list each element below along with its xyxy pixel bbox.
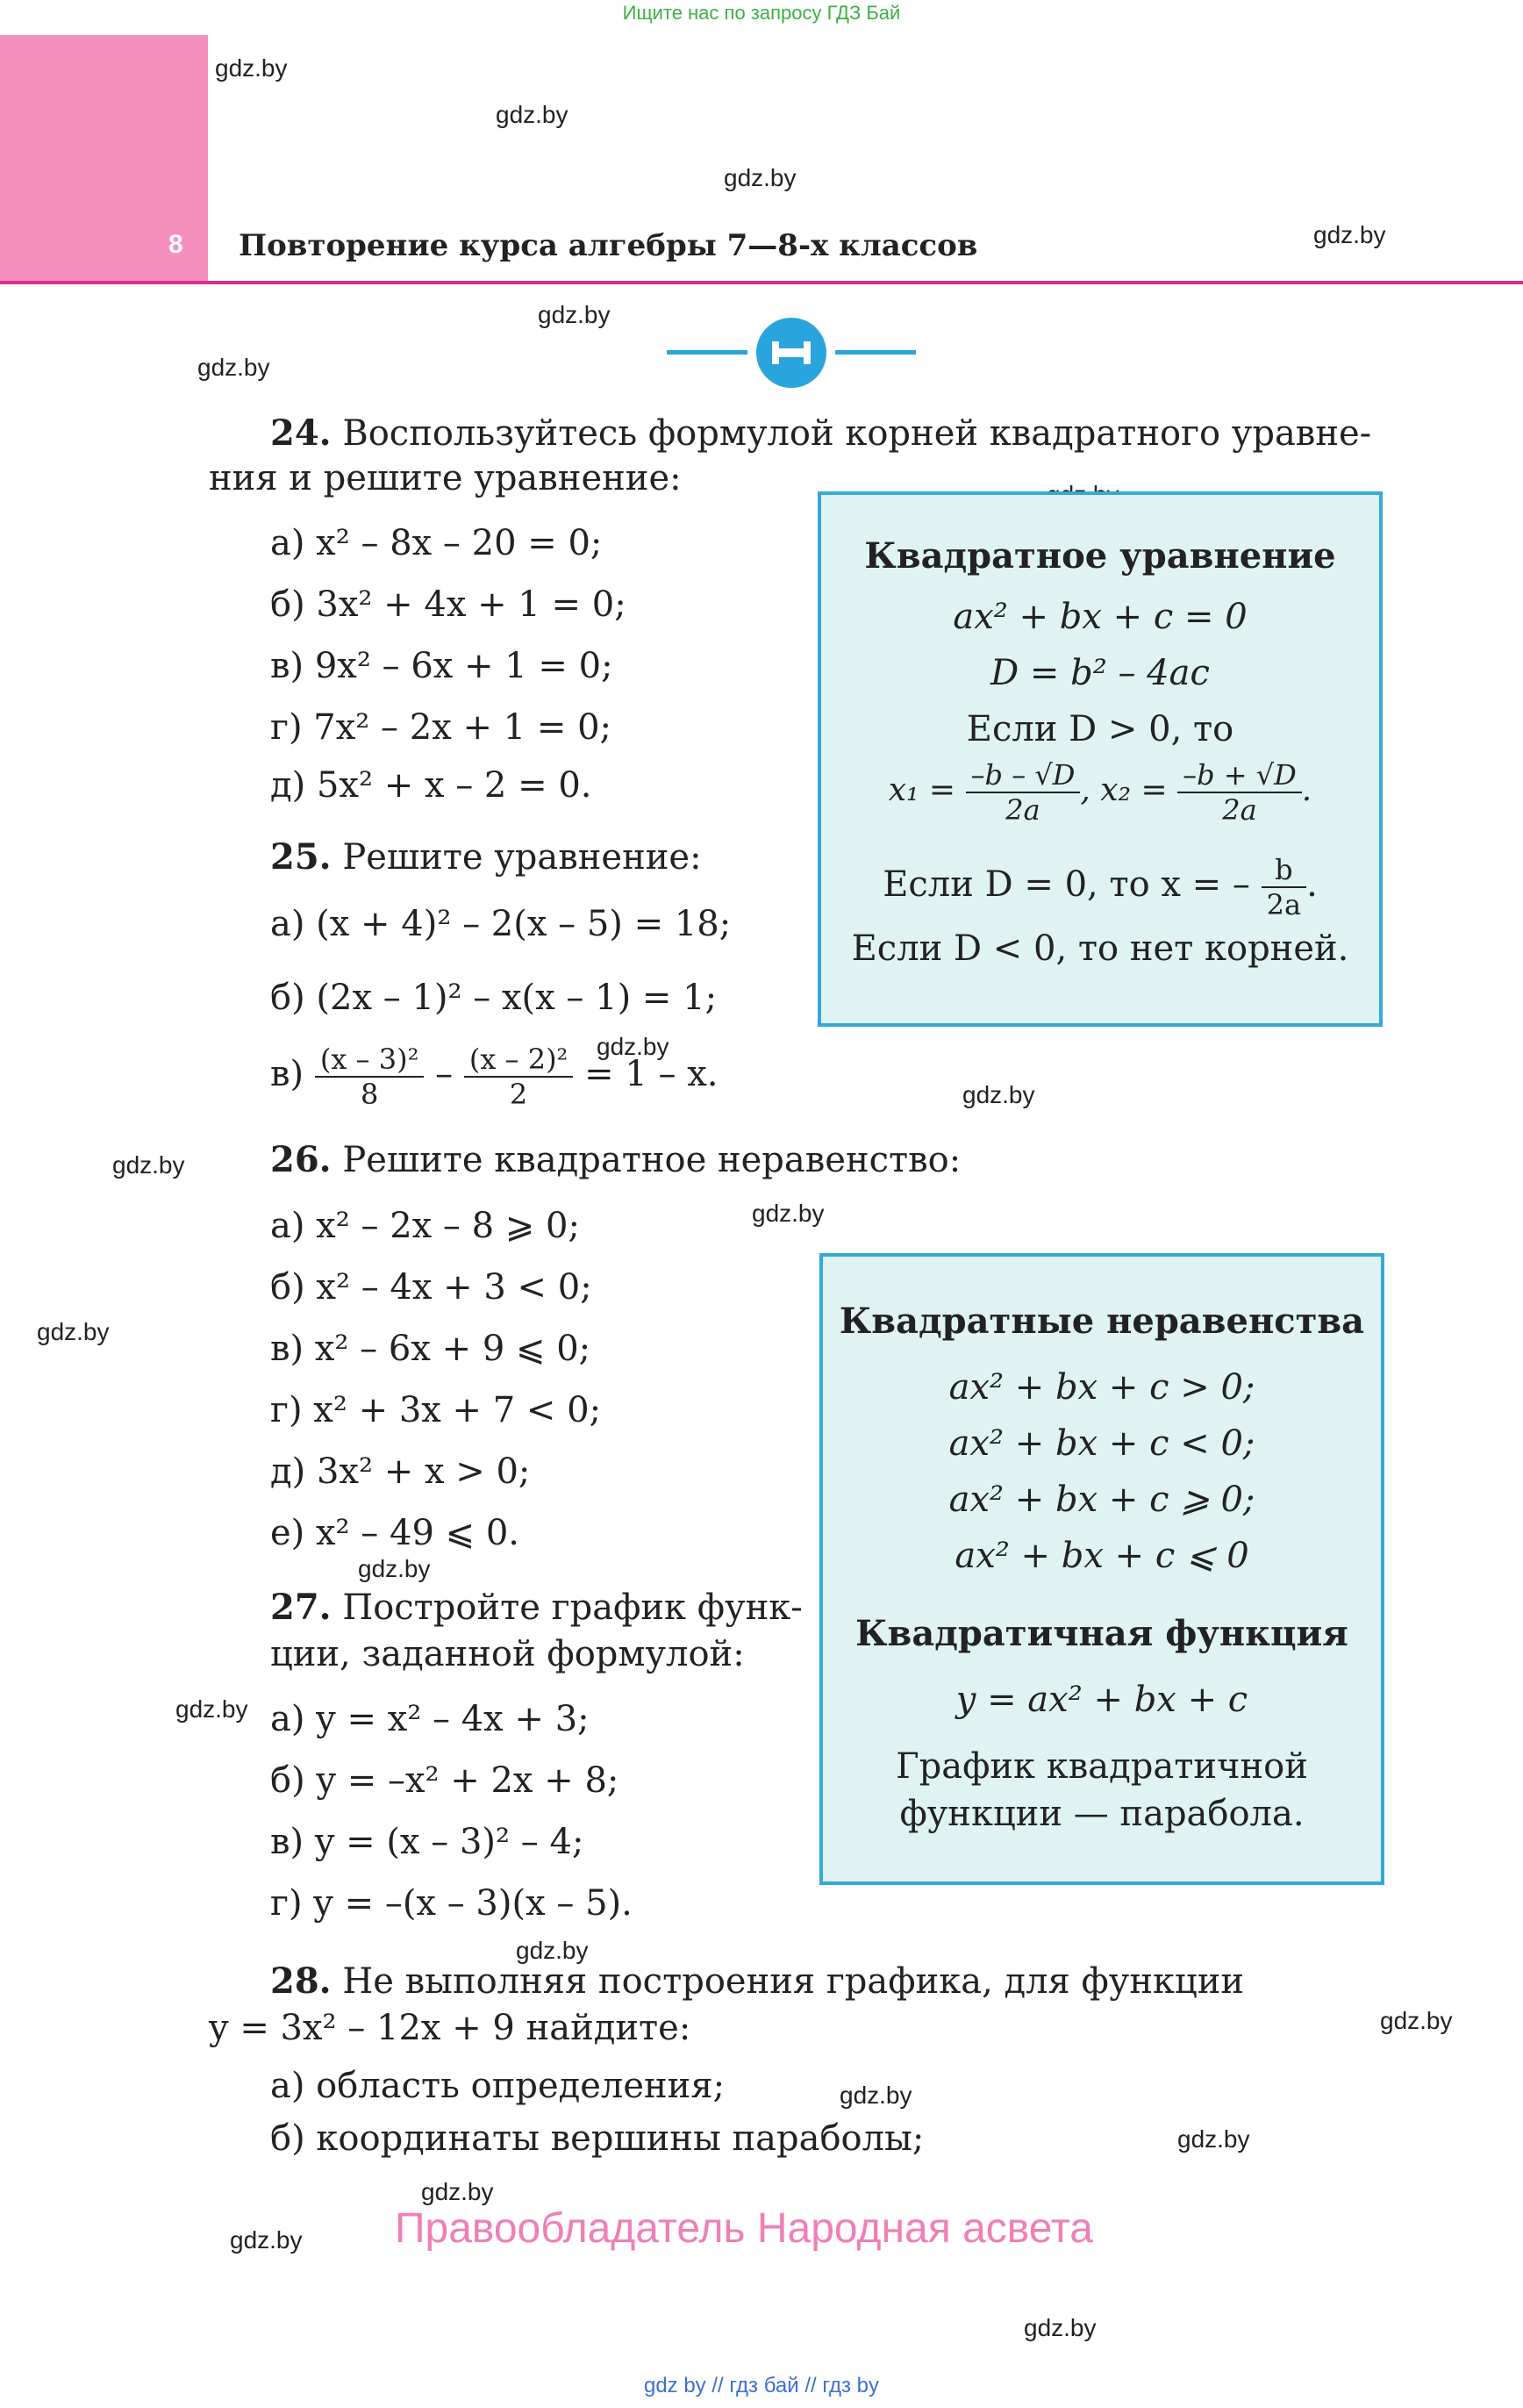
- equation-item: в) 9x² – 6x + 1 = 0;: [270, 646, 613, 686]
- watermark: gdz.by: [496, 101, 568, 128]
- problem-text: Постройте график функ-: [342, 1587, 803, 1628]
- watermark: gdz.by: [197, 354, 270, 381]
- minus-sign: –: [435, 1054, 454, 1094]
- watermark: gdz.by: [1313, 221, 1386, 248]
- equation-item: б) (2x – 1)² – x(x – 1) = 1;: [270, 978, 718, 1018]
- problem-28-line2: y = 3x² – 12x + 9 найдите:: [209, 2008, 691, 2048]
- inequality-form: ax² + bx + c ⩽ 0: [955, 1536, 1249, 1576]
- denominator: 2a: [1005, 793, 1040, 827]
- equation-item-fraction: [270, 1043, 718, 1111]
- inequality-form: ax² + bx + c ⩾ 0;: [948, 1480, 1255, 1520]
- fraction: [464, 1043, 574, 1111]
- fraction: [1177, 758, 1302, 827]
- equation-item: д) 5x² + x – 2 = 0.: [270, 765, 592, 806]
- function-item: б) y = –x² + 2x + 8;: [270, 1760, 619, 1801]
- box-subtitle: Квадратичная функция: [855, 1613, 1348, 1654]
- watermark: gdz.by: [175, 1695, 248, 1723]
- x1-label: x₁ =: [888, 772, 956, 808]
- problem-number: 25.: [270, 836, 332, 878]
- page-title: Повторение курса алгебры 7—8-х классов: [239, 228, 978, 263]
- function-formula: y = ax² + bx + c: [955, 1680, 1248, 1720]
- header-divider: [0, 281, 1523, 284]
- problem-28-line1: [270, 1960, 1244, 2002]
- x2-label: , x₂ =: [1080, 772, 1168, 808]
- watermark: gdz.by: [724, 164, 797, 191]
- condition-zero: Если D = 0, то x = – $\frac{b}{2a}$ .: [883, 853, 1318, 921]
- watermark: gdz.by: [37, 1318, 110, 1345]
- problem-number: 26.: [270, 1139, 332, 1180]
- watermark: gdz.by: [1380, 2007, 1453, 2034]
- decor-line-left: [667, 350, 747, 355]
- equation-item: а) (x + 4)² – 2(x – 5) = 18;: [270, 904, 732, 944]
- numerator: (x – 3)²: [315, 1043, 425, 1078]
- problem-number: 24.: [270, 412, 332, 454]
- problem-text: Решите квадратное неравенство:: [342, 1140, 962, 1180]
- question-item: а) область определения;: [270, 2066, 726, 2106]
- footer-links[interactable]: gdz by // гдз бай // гдз by: [643, 2374, 880, 2397]
- dumbbell-icon: [756, 318, 826, 388]
- inequality-item: г) x² + 3x + 7 < 0;: [270, 1390, 602, 1430]
- problem-text: Воспользуйтесь формулой корней квадратного уравне-: [342, 413, 1372, 454]
- inequality-form: ax² + bx + c > 0;: [948, 1367, 1255, 1408]
- fraction: [315, 1043, 425, 1111]
- info-box-quadratic-inequalities: [819, 1253, 1384, 1885]
- top-search-text[interactable]: Ищите нас по запросу ГДЗ Бай: [622, 2, 901, 24]
- copyright-text: Правообладатель Народная асвета: [395, 2205, 1093, 2252]
- denominator: 2a: [1266, 888, 1302, 921]
- function-item: г) y = –(x – 3)(x – 5).: [270, 1883, 633, 1924]
- denominator: 8: [360, 1078, 379, 1111]
- problem-text: Решите уравнение:: [342, 837, 702, 878]
- watermark: gdz.by: [112, 1151, 185, 1179]
- condition-positive: Если D > 0, то: [966, 709, 1234, 749]
- condition-negative: Если D < 0, то нет корней.: [851, 928, 1349, 969]
- equation-item: а) x² – 8x – 20 = 0;: [270, 523, 603, 563]
- equation-rest: = 1 – x.: [584, 1054, 719, 1094]
- roots-formula: x₁ = $\frac{-b - √D}{2a}$ , x₂ = $\frac{-b + √D}{2a}$ .: [888, 758, 1312, 827]
- inequality-item: в) x² – 6x + 9 ⩽ 0;: [270, 1329, 591, 1369]
- problem-26-title: [270, 1139, 961, 1180]
- box-title: Квадратные неравенства: [839, 1301, 1365, 1342]
- problem-number: 28.: [270, 1960, 332, 2002]
- question-item: б) координаты вершины параболы;: [270, 2118, 925, 2159]
- function-item: в) y = (x – 3)² – 4;: [270, 1822, 584, 1862]
- numerator: –b – √D: [966, 758, 1081, 793]
- watermark: gdz.by: [215, 54, 288, 82]
- numerator: (x – 2)²: [464, 1043, 574, 1078]
- denominator: 2a: [1222, 793, 1257, 827]
- problem-24-line1: [270, 412, 1371, 454]
- watermark: gdz.by: [752, 1200, 825, 1227]
- numerator: b: [1262, 853, 1306, 888]
- problem-text: Не выполняя построения графика, для функции: [342, 1961, 1245, 2002]
- fraction: [966, 758, 1081, 827]
- watermark: gdz.by: [840, 2082, 912, 2109]
- watermark: gdz.by: [358, 1555, 431, 1582]
- function-description-line2: функции — парабола.: [899, 1794, 1305, 1834]
- problem-24-line2: ния и решите уравнение:: [209, 458, 682, 498]
- watermark: gdz.by: [421, 2178, 494, 2205]
- watermark: gdz.by: [1177, 2125, 1250, 2153]
- formula-discriminant: D = b² – 4ac: [990, 653, 1210, 693]
- box-title: Квадратное уравнение: [864, 535, 1336, 577]
- watermark: gdz.by: [230, 2226, 303, 2254]
- formula-equation: ax² + bx + c = 0: [953, 597, 1248, 637]
- decor-line-right: [835, 350, 916, 355]
- problem-number: 27.: [270, 1587, 332, 1628]
- inequality-form: ax² + bx + c < 0;: [948, 1423, 1255, 1464]
- fraction: [1262, 853, 1306, 921]
- watermark: gdz.by: [538, 301, 611, 328]
- page-number: 8: [168, 230, 183, 259]
- condition-zero-text: Если D = 0, то x = –: [883, 864, 1250, 905]
- inequality-item: а) x² – 2x – 8 ⩾ 0;: [270, 1206, 580, 1246]
- equation-item: б) 3x² + 4x + 1 = 0;: [270, 584, 626, 625]
- problem-27-line1: [270, 1587, 803, 1628]
- numerator: –b + √D: [1177, 758, 1302, 793]
- watermark: gdz.by: [962, 1081, 1035, 1108]
- watermark: gdz.by: [1024, 2314, 1097, 2341]
- inequality-item: д) 3x² + x > 0;: [270, 1451, 531, 1492]
- problem-25-title: [270, 836, 702, 878]
- info-box-quadratic-equation: [818, 491, 1383, 1027]
- inequality-item: б) x² – 4x + 3 < 0;: [270, 1267, 592, 1308]
- function-item: а) y = x² – 4x + 3;: [270, 1699, 590, 1739]
- denominator: 2: [509, 1078, 528, 1111]
- equation-item: г) 7x² – 2x + 1 = 0;: [270, 707, 612, 748]
- item-label: в): [270, 1054, 304, 1094]
- watermark: gdz.by: [597, 1033, 669, 1060]
- inequality-item: е) x² – 49 ⩽ 0.: [270, 1513, 520, 1553]
- watermark: gdz.by: [516, 1937, 589, 1964]
- function-description-line1: График квадратичной: [896, 1746, 1308, 1787]
- problem-27-line2: ции, заданной формулой:: [270, 1634, 745, 1674]
